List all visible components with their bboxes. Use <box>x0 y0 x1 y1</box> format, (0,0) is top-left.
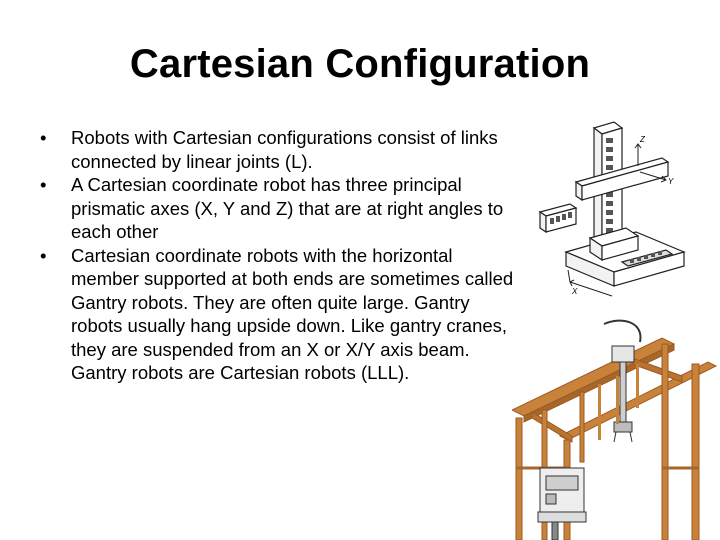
bullet-item <box>40 244 515 385</box>
bullet-text: A Cartesian coordinate robot has three principal prismatic axes (X, Y and Z) that are at right angles to each other <box>71 174 504 242</box>
bullet-glyph: • <box>40 127 47 148</box>
axis-label-y: Y <box>668 177 674 186</box>
bullet-item <box>40 173 515 244</box>
bullet-text: Cartesian coordinate robots with the horizontal member supported at both ends are sometimes called Gantry robots. They are often quite large. Gantry robots usually hang upside down. Like gantry cranes, they are suspended from an X or X/Y axis beam. Gantry robots are Cartesian robots (LLL). <box>71 244 514 383</box>
axis-label-x: X <box>572 287 578 296</box>
bullet-text: Robots with Cartesian configurations consist of links connected by linear joints (L). <box>71 127 498 172</box>
bullet-item <box>40 126 515 173</box>
bullet-glyph: • <box>40 244 47 266</box>
bullet-list <box>40 126 515 385</box>
slide-title: Cartesian Configuration <box>129 42 591 86</box>
cartesian-robot-diagram <box>516 120 692 306</box>
gantry-robot-photo <box>512 318 720 540</box>
axis-label-z: Z <box>640 135 645 144</box>
bullet-glyph: • <box>40 174 47 195</box>
